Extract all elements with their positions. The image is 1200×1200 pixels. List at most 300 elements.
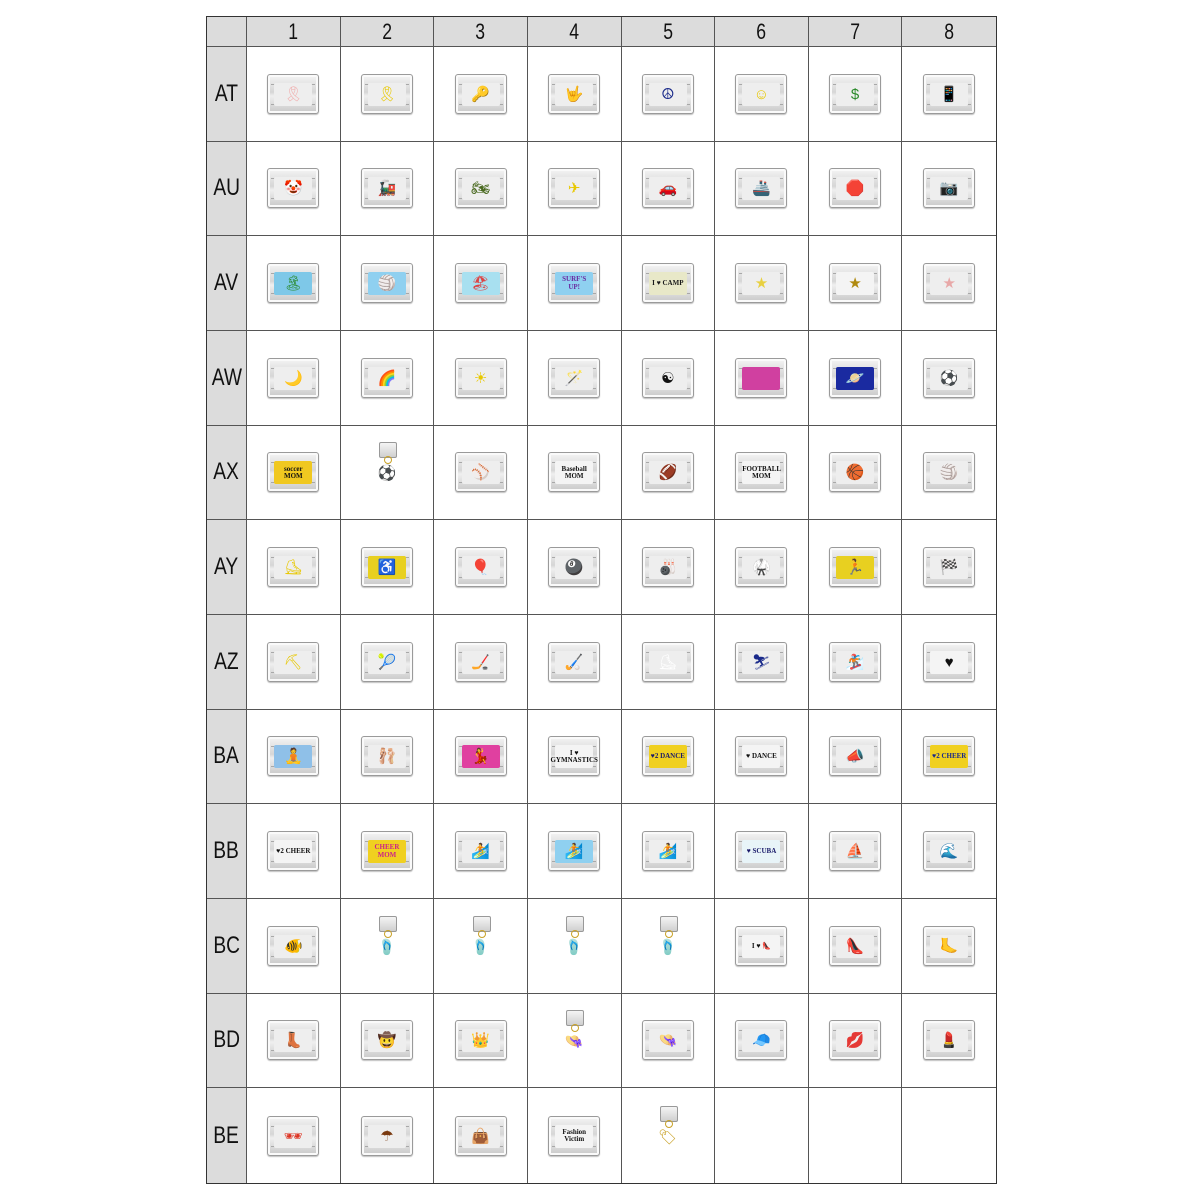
train-icon[interactable] <box>361 168 413 208</box>
love-2-cheer-icon[interactable] <box>923 736 975 776</box>
i-love-shoes-icon[interactable] <box>735 926 787 966</box>
catalog-cell <box>341 142 435 237</box>
catalog-cell <box>622 899 716 994</box>
charm-face: ⛏ <box>274 651 312 674</box>
charm-face: 🧢 <box>742 1029 780 1052</box>
catalog-cell <box>809 1088 903 1183</box>
charm-face: 🏐 <box>368 272 406 295</box>
catalog-cell <box>809 899 903 994</box>
charm-face: 🛑 <box>836 177 874 200</box>
catalog-cell <box>434 1088 528 1183</box>
charm-face: I ♥ 👠 <box>742 935 780 958</box>
dollar-sign-icon[interactable] <box>829 74 881 114</box>
eight-ball-icon[interactable] <box>548 547 600 587</box>
catalog-cell <box>247 899 341 994</box>
row-header <box>207 236 247 331</box>
corner-cell <box>207 17 247 47</box>
love-2-dance-icon[interactable] <box>642 736 694 776</box>
i-love-camp-icon[interactable] <box>642 263 694 303</box>
charm-face: FOOTBALL MOM <box>742 461 780 484</box>
windsurfer-icon[interactable] <box>548 831 600 871</box>
catalog-cell <box>809 331 903 426</box>
catalog-cell <box>528 520 622 615</box>
column-header <box>715 17 809 47</box>
charm-face: 🤟 <box>555 83 593 106</box>
sailboat-icon[interactable] <box>829 831 881 871</box>
love-dance-script-icon[interactable] <box>735 736 787 776</box>
charm-face: 🌙 <box>274 367 312 390</box>
column-header-label: 2 <box>382 18 392 44</box>
charm-face: I ♥ GYMNASTICS <box>555 745 593 768</box>
charm-face: 🏐 <box>930 461 968 484</box>
star-yellow-icon[interactable] <box>735 263 787 303</box>
catalog-cell <box>247 331 341 426</box>
catalog-cell <box>434 331 528 426</box>
charm-face: ✈ <box>555 177 593 200</box>
love-scuba-icon[interactable] <box>735 831 787 871</box>
charm-face: 📱 <box>930 83 968 106</box>
row-header <box>207 710 247 805</box>
charm-face: 🌈 <box>368 367 406 390</box>
charm-face: 🎾 <box>368 651 406 674</box>
jump-ring <box>571 930 579 938</box>
catalog-cell <box>809 426 903 521</box>
charm-face: ★ <box>742 272 780 295</box>
charm-face: 💄 <box>930 1029 968 1052</box>
row-header-label: BC <box>213 931 240 959</box>
catalog-cell <box>434 142 528 237</box>
surfboard-icon[interactable] <box>455 831 507 871</box>
lipstick-icon[interactable] <box>923 1020 975 1060</box>
jump-ring <box>665 930 673 938</box>
row-header-label: AZ <box>214 647 239 675</box>
i-love-gymnastics-icon[interactable] <box>548 736 600 776</box>
charm-face: 👜 <box>462 1125 500 1148</box>
surfer-icon[interactable] <box>642 831 694 871</box>
catalog-cell <box>528 994 622 1089</box>
charm-face: ⛸ <box>649 651 687 674</box>
ice-skate-icon[interactable] <box>642 642 694 682</box>
beach-scene-icon[interactable] <box>455 263 507 303</box>
star-gold-icon[interactable] <box>829 263 881 303</box>
catalog-cell <box>902 142 996 237</box>
fashion-victim-icon[interactable] <box>548 1116 600 1156</box>
catalog-cell <box>715 804 809 899</box>
karate-kick-icon[interactable] <box>735 547 787 587</box>
column-header-label: 5 <box>662 18 673 44</box>
charm-face: $ <box>836 83 874 106</box>
purse-icon[interactable] <box>455 1116 507 1156</box>
yoga-icon[interactable] <box>267 736 319 776</box>
row-header <box>207 804 247 899</box>
charm-catalog-grid <box>206 16 997 1184</box>
column-header <box>341 17 435 47</box>
charm-face: 🏀 <box>836 461 874 484</box>
baseball-mom-icon[interactable] <box>548 452 600 492</box>
soccer-ball-icon[interactable] <box>923 358 975 398</box>
flip-flop-dangle-orange-icon[interactable] <box>471 916 491 976</box>
catalog-cell <box>528 236 622 331</box>
charm-face: SURF'S UP! <box>555 272 593 295</box>
charm-face: 🏁 <box>930 556 968 579</box>
cell-phone-icon[interactable] <box>923 74 975 114</box>
catalog-cell <box>622 142 716 237</box>
column-header-label: 1 <box>288 18 299 44</box>
catalog-cell <box>528 710 622 805</box>
i-love-snowmobile-icon[interactable] <box>923 642 975 682</box>
catalog-cell <box>715 710 809 805</box>
row-header-label: AY <box>214 553 239 581</box>
catalog-cell <box>528 615 622 710</box>
dangle-charm: 🩴 <box>471 938 490 956</box>
charm-face: ♥2 CHEER <box>930 745 968 768</box>
tropical-fish-icon[interactable] <box>267 926 319 966</box>
camera-icon[interactable] <box>923 168 975 208</box>
charm-face: 🏒 <box>462 651 500 674</box>
charm-face: 💃 <box>462 745 500 768</box>
bowling-icon[interactable] <box>642 547 694 587</box>
catalog-cell <box>528 331 622 426</box>
tennis-racket-icon[interactable] <box>361 642 413 682</box>
column-header-label: 7 <box>850 18 860 44</box>
charm-face: 🚂 <box>368 177 406 200</box>
jump-ring <box>571 1024 579 1032</box>
catalog-cell <box>434 710 528 805</box>
charm-face: ★ <box>836 272 874 295</box>
catalog-cell <box>247 426 341 521</box>
column-header <box>434 17 528 47</box>
hot-air-balloon-icon[interactable] <box>455 547 507 587</box>
jump-ring <box>478 930 486 938</box>
cowboy-boot-icon[interactable] <box>267 1020 319 1060</box>
catalog-cell <box>247 236 341 331</box>
row-header <box>207 994 247 1089</box>
ballerina-icon[interactable] <box>455 736 507 776</box>
color-swirl-icon[interactable] <box>735 358 787 398</box>
catalog-cell <box>247 1088 341 1183</box>
charm-face: 🕶 <box>274 1125 312 1148</box>
dangle-charm: 🩴 <box>377 938 397 956</box>
charm-face: ☮ <box>649 83 687 106</box>
star-pink-icon[interactable] <box>923 263 975 303</box>
beach-ball-icon[interactable] <box>361 263 413 303</box>
charm-face: 🚢 <box>742 177 780 200</box>
charm-face: 🤠 <box>368 1029 406 1052</box>
cruise-ship-icon[interactable] <box>735 168 787 208</box>
wheelchair-icon[interactable] <box>361 547 413 587</box>
catalog-cell <box>528 899 622 994</box>
catalog-cell <box>341 331 435 426</box>
space-planet-icon[interactable] <box>829 358 881 398</box>
catalog-cell <box>715 994 809 1089</box>
catalog-cell <box>902 426 996 521</box>
catalog-cell <box>528 142 622 237</box>
catalog-cell <box>715 520 809 615</box>
catalog-cell <box>622 710 716 805</box>
charm-face: ⛷ <box>742 651 780 674</box>
moon-stars-icon[interactable] <box>267 358 319 398</box>
catalog-cell <box>715 236 809 331</box>
sunglasses-icon[interactable] <box>267 1116 319 1156</box>
red-hat-icon[interactable] <box>642 1020 694 1060</box>
catalog-cell <box>715 615 809 710</box>
umbrella-icon[interactable] <box>361 1116 413 1156</box>
catalog-cell <box>902 1088 996 1183</box>
cheer-mom-icon[interactable] <box>361 831 413 871</box>
foot-icon[interactable] <box>923 926 975 966</box>
charm-face: 🧘 <box>274 745 312 768</box>
dangle-charm: 👒 <box>564 1033 584 1051</box>
airplane-icon[interactable] <box>548 168 600 208</box>
flip-flop-dangle-green-icon[interactable] <box>564 916 584 976</box>
runner-icon[interactable] <box>829 547 881 587</box>
column-header-label: 4 <box>569 18 580 44</box>
catalog-cell <box>809 804 903 899</box>
row-header-label: BA <box>213 742 240 770</box>
charm-face: ⛵ <box>836 840 874 863</box>
catalog-cell <box>809 142 903 237</box>
catalog-cell <box>434 47 528 142</box>
roller-skate-icon[interactable] <box>267 547 319 587</box>
clown-icon[interactable] <box>267 168 319 208</box>
baseball-gold-icon[interactable] <box>455 452 507 492</box>
charm-face: soccer MOM <box>274 461 312 484</box>
catalog-cell <box>341 236 435 331</box>
charm-face: 🐠 <box>274 935 312 958</box>
cheerleader-icon[interactable] <box>829 736 881 776</box>
ribbon-yellow-icon[interactable] <box>361 74 413 114</box>
catalog-cell <box>622 236 716 331</box>
catalog-cell <box>809 236 903 331</box>
catalog-cell <box>341 520 435 615</box>
catalog-cell <box>902 47 996 142</box>
catalog-cell <box>247 615 341 710</box>
row-header <box>207 899 247 994</box>
catalog-cell <box>809 615 903 710</box>
ribbon-pink-icon[interactable] <box>267 74 319 114</box>
charm-face: 🦶 <box>930 935 968 958</box>
crown-icon[interactable] <box>455 1020 507 1060</box>
catalog-cell <box>434 899 528 994</box>
row-header-label: AW <box>211 363 242 391</box>
row-header <box>207 47 247 142</box>
jump-ring <box>665 1120 673 1128</box>
column-header <box>247 17 341 47</box>
charm-face: ⚾ <box>462 461 500 484</box>
shop-tag-dangle-icon[interactable] <box>658 1106 678 1166</box>
catalog-cell <box>434 426 528 521</box>
charm-face: ☯ <box>649 367 687 390</box>
catalog-cell <box>809 47 903 142</box>
charm-face: 🔑 <box>462 83 500 106</box>
hockey-player-icon[interactable] <box>455 642 507 682</box>
waves-icon[interactable] <box>923 831 975 871</box>
football-icon[interactable] <box>642 452 694 492</box>
catalog-cell <box>902 520 996 615</box>
love-2-cheer-outline-icon[interactable] <box>267 831 319 871</box>
charm-face: ♥ SCUBA <box>742 840 780 863</box>
soccer-mom-icon[interactable] <box>267 452 319 492</box>
catalog-cell <box>434 804 528 899</box>
smiley-face-icon[interactable] <box>735 74 787 114</box>
catalog-cell <box>247 804 341 899</box>
flip-flop-dangle-red-icon[interactable] <box>377 916 397 976</box>
snowboarder-icon[interactable] <box>829 642 881 682</box>
catalog-cell <box>715 331 809 426</box>
catalog-cell <box>341 994 435 1089</box>
catalog-cell <box>341 804 435 899</box>
surf-up-icon[interactable] <box>548 263 600 303</box>
charm-face: ⛸ <box>274 556 312 579</box>
charm-face: ♥2 DANCE <box>649 745 687 768</box>
red-hat-dangle-icon[interactable] <box>564 1010 584 1070</box>
row-header <box>207 426 247 521</box>
charm-face: 🪄 <box>555 367 593 390</box>
catalog-cell <box>341 47 435 142</box>
catalog-cell <box>902 899 996 994</box>
catalog-cell <box>715 142 809 237</box>
charm-face: ♥ DANCE <box>742 745 780 768</box>
charm-face: 👠 <box>836 935 874 958</box>
catalog-cell <box>622 520 716 615</box>
row-header-label: BE <box>213 1121 240 1149</box>
row-header-label: AX <box>213 458 240 486</box>
sun-icon[interactable] <box>455 358 507 398</box>
hockey-sticks-icon[interactable] <box>548 642 600 682</box>
love-hand-sign-icon[interactable] <box>548 74 600 114</box>
catalog-cell <box>715 426 809 521</box>
ballet-slippers-icon[interactable] <box>361 736 413 776</box>
charm-face: ♿ <box>368 556 406 579</box>
charm-face: 🎗 <box>368 83 406 106</box>
column-header <box>528 17 622 47</box>
colorful-hat-icon[interactable] <box>735 1020 787 1060</box>
key-icon[interactable] <box>455 74 507 114</box>
catalog-cell <box>809 710 903 805</box>
catalog-cell <box>622 804 716 899</box>
basketball-icon[interactable] <box>829 452 881 492</box>
flip-flop-dangle-pink-icon[interactable] <box>658 916 678 976</box>
soccer-ball-dangle-icon[interactable] <box>377 442 397 502</box>
catalog-cell <box>902 331 996 426</box>
row-header <box>207 615 247 710</box>
charm-face: 👢 <box>274 1029 312 1052</box>
catalog-cell <box>902 236 996 331</box>
charm-face: 🏑 <box>555 651 593 674</box>
catalog-cell <box>715 1088 809 1183</box>
checkered-flags-icon[interactable] <box>923 547 975 587</box>
football-mom-icon[interactable] <box>735 452 787 492</box>
charm-face: 🎗 <box>274 83 312 106</box>
catalog-cell <box>902 615 996 710</box>
charm-face: 🏈 <box>649 461 687 484</box>
dangle-charm: 🏷 <box>658 1128 678 1146</box>
row-header-label: BB <box>213 837 240 865</box>
high-heel-icon[interactable] <box>829 926 881 966</box>
charm-face: 🤡 <box>274 177 312 200</box>
charm-face: 🏄 <box>555 840 593 863</box>
beach-island-icon[interactable] <box>267 263 319 303</box>
charm-face <box>742 367 780 390</box>
peace-sign-icon[interactable] <box>642 74 694 114</box>
car-icon[interactable] <box>642 168 694 208</box>
row-header-label: AT <box>214 79 239 107</box>
charm-face: CHEER MOM <box>368 840 406 863</box>
catalog-cell <box>715 899 809 994</box>
volleyball-icon[interactable] <box>923 452 975 492</box>
catalog-cell <box>528 804 622 899</box>
charm-face: I ♥ CAMP <box>649 272 687 295</box>
charm-face: 🩰 <box>368 745 406 768</box>
catalog-cell <box>341 1088 435 1183</box>
row-header-label: AV <box>214 269 239 297</box>
charm-face: ☂ <box>368 1125 406 1148</box>
lips-icon[interactable] <box>829 1020 881 1060</box>
charm-face: 👒 <box>649 1029 687 1052</box>
charm-face: ♥2 CHEER <box>274 840 312 863</box>
row-header <box>207 1088 247 1183</box>
catalog-cell <box>434 236 528 331</box>
catalog-cell <box>247 710 341 805</box>
yin-yang-icon[interactable] <box>642 358 694 398</box>
catalog-cell <box>809 520 903 615</box>
charm-face: ☺ <box>742 83 780 106</box>
column-header <box>809 17 903 47</box>
jump-ring <box>384 930 392 938</box>
jump-ring <box>384 456 392 464</box>
charm-face: 🏝 <box>274 272 312 295</box>
charm-face: 🎱 <box>555 556 593 579</box>
catalog-cell <box>622 331 716 426</box>
stop-sign-icon[interactable] <box>829 168 881 208</box>
row-header <box>207 142 247 237</box>
catalog-cell <box>902 804 996 899</box>
charm-face: ★ <box>930 272 968 295</box>
charm-face: 🏃 <box>836 556 874 579</box>
row-header <box>207 331 247 426</box>
charm-face: 💋 <box>836 1029 874 1052</box>
magic-wand-icon[interactable] <box>548 358 600 398</box>
charm-face: 🏂 <box>836 651 874 674</box>
charm-face: 🥋 <box>742 556 780 579</box>
column-header <box>622 17 716 47</box>
charm-face: 🚗 <box>649 177 687 200</box>
charm-face: Baseball MOM <box>555 461 593 484</box>
cowboy-hat-icon[interactable] <box>361 1020 413 1060</box>
catalog-cell <box>528 1088 622 1183</box>
row-header <box>207 520 247 615</box>
charm-face: 🏍 <box>462 177 500 200</box>
column-header-label: 8 <box>944 18 955 44</box>
column-header <box>902 17 996 47</box>
catalog-cell <box>902 710 996 805</box>
row-header-label: AU <box>213 174 240 202</box>
charm-face: 🪐 <box>836 367 874 390</box>
rainbow-icon[interactable] <box>361 358 413 398</box>
catalog-cell <box>715 47 809 142</box>
charm-face: 👑 <box>462 1029 500 1052</box>
motorcycle-icon[interactable] <box>455 168 507 208</box>
catalog-cell <box>622 615 716 710</box>
dangle-charm: 🩴 <box>658 938 678 956</box>
shovel-icon[interactable] <box>267 642 319 682</box>
skier-icon[interactable] <box>735 642 787 682</box>
catalog-cell <box>341 899 435 994</box>
column-header-label: 3 <box>475 18 486 44</box>
catalog-cell <box>809 994 903 1089</box>
catalog-cell <box>622 994 716 1089</box>
charm-face: ♥ <box>930 651 968 674</box>
